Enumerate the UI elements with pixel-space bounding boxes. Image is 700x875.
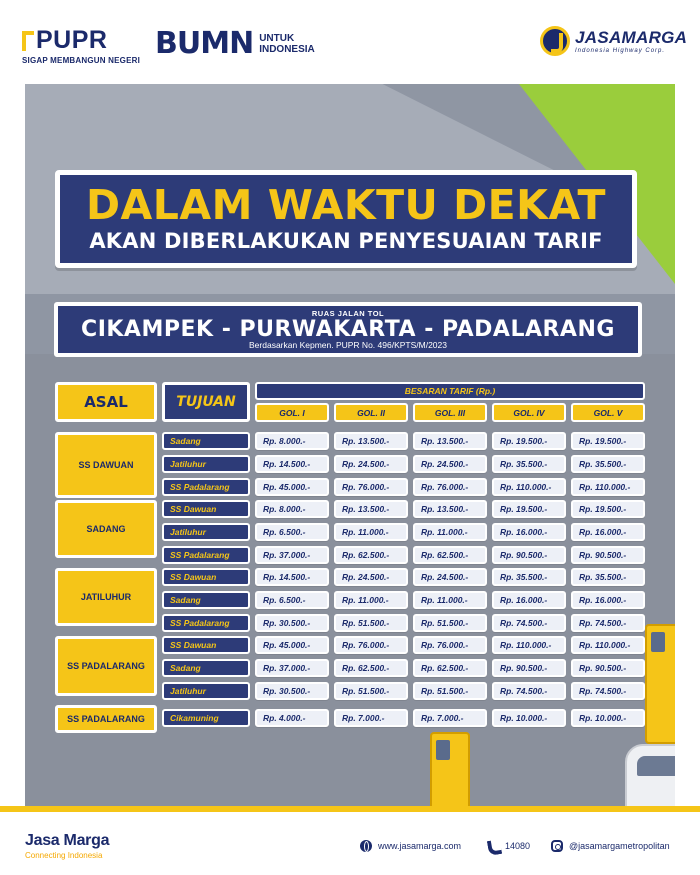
price-cell-gol-2: Rp. 51.500.- bbox=[334, 614, 408, 632]
route-name: CIKAMPEK - PURWAKARTA - PADALARANG bbox=[81, 317, 615, 342]
price-cell-gol-2: Rp. 24.500.- bbox=[334, 568, 408, 586]
price-cell-gol-2: Rp. 11.000.- bbox=[334, 523, 408, 541]
header-gol-3: GOL. III bbox=[413, 403, 487, 422]
price-cell-gol-5: Rp. 16.000.- bbox=[571, 523, 645, 541]
header-asal: ASAL bbox=[55, 382, 157, 422]
destination-cell: SS Padalarang bbox=[162, 546, 250, 564]
price-cell-gol-2: Rp. 11.000.- bbox=[334, 591, 408, 609]
header-gol-5: GOL. V bbox=[571, 403, 645, 422]
jasamarga-tagline: Indonesia Highway Corp. bbox=[575, 48, 666, 54]
price-cell-gol-1: Rp. 6.500.- bbox=[255, 591, 329, 609]
globe-icon bbox=[360, 840, 372, 852]
price-cell-gol-1: Rp. 14.500.- bbox=[255, 568, 329, 586]
origin-ss-dawuan: SS DAWUAN bbox=[55, 432, 157, 498]
headline-title: DALAM WAKTU DEKAT bbox=[86, 181, 606, 229]
footer-instagram[interactable] bbox=[551, 840, 670, 852]
price-cell-gol-3: Rp. 62.500.- bbox=[413, 659, 487, 677]
destination-cell: SS Padalarang bbox=[162, 478, 250, 496]
headline-box bbox=[55, 170, 637, 268]
price-cell-gol-2: Rp. 76.000.- bbox=[334, 636, 408, 654]
footer-phone[interactable] bbox=[487, 840, 530, 852]
price-cell-gol-1: Rp. 8.000.- bbox=[255, 432, 329, 450]
footer-brand-name: Jasa Marga bbox=[25, 832, 110, 849]
price-cell-gol-5: Rp. 19.500.- bbox=[571, 432, 645, 450]
price-cell-gol-5: Rp. 10.000.- bbox=[571, 709, 645, 727]
origin-ss-padalarang-2: SS PADALARANG bbox=[55, 705, 157, 733]
header-tujuan: TUJUAN bbox=[162, 382, 250, 422]
price-cell-gol-4: Rp. 110.000.- bbox=[492, 478, 566, 496]
price-cell-gol-4: Rp. 19.500.- bbox=[492, 500, 566, 518]
destination-cell: Cikamuning bbox=[162, 709, 250, 727]
price-cell-gol-2: Rp. 7.000.- bbox=[334, 709, 408, 727]
price-cell-gol-1: Rp. 30.500.- bbox=[255, 614, 329, 632]
price-cell-gol-5: Rp. 35.500.- bbox=[571, 455, 645, 473]
destination-cell: Sadang bbox=[162, 432, 250, 450]
price-cell-gol-5: Rp. 110.000.- bbox=[571, 478, 645, 496]
price-cell-gol-5: Rp. 35.500.- bbox=[571, 568, 645, 586]
destination-cell: SS Dawuan bbox=[162, 568, 250, 586]
price-cell-gol-4: Rp. 10.000.- bbox=[492, 709, 566, 727]
toll-booth-illustration bbox=[645, 624, 675, 744]
price-cell-gol-2: Rp. 13.500.- bbox=[334, 500, 408, 518]
price-cell-gol-3: Rp. 24.500.- bbox=[413, 568, 487, 586]
pupr-name: PUPR bbox=[36, 26, 108, 54]
price-cell-gol-1: Rp. 8.000.- bbox=[255, 500, 329, 518]
route-box bbox=[54, 302, 642, 357]
price-cell-gol-3: Rp. 13.500.- bbox=[413, 500, 487, 518]
price-cell-gol-1: Rp. 30.500.- bbox=[255, 682, 329, 700]
destination-cell: Jatiluhur bbox=[162, 682, 250, 700]
price-cell-gol-2: Rp. 62.500.- bbox=[334, 659, 408, 677]
footer bbox=[0, 812, 700, 875]
price-cell-gol-1: Rp. 14.500.- bbox=[255, 455, 329, 473]
destination-cell: SS Dawuan bbox=[162, 500, 250, 518]
price-cell-gol-5: Rp. 16.000.- bbox=[571, 591, 645, 609]
header-gol-1: GOL. I bbox=[255, 403, 329, 422]
price-cell-gol-4: Rp. 90.500.- bbox=[492, 659, 566, 677]
footer-website[interactable] bbox=[360, 840, 461, 852]
price-cell-gol-3: Rp. 13.500.- bbox=[413, 432, 487, 450]
price-cell-gol-3: Rp. 7.000.- bbox=[413, 709, 487, 727]
price-cell-gol-1: Rp. 45.000.- bbox=[255, 636, 329, 654]
price-cell-gol-4: Rp. 35.500.- bbox=[492, 568, 566, 586]
origin-sadang: SADANG bbox=[55, 500, 157, 558]
price-cell-gol-5: Rp. 74.500.- bbox=[571, 614, 645, 632]
price-cell-gol-3: Rp. 24.500.- bbox=[413, 455, 487, 473]
price-cell-gol-2: Rp. 76.000.- bbox=[334, 478, 408, 496]
phone-icon bbox=[487, 840, 499, 852]
price-cell-gol-4: Rp. 16.000.- bbox=[492, 591, 566, 609]
price-cell-gol-4: Rp. 74.500.- bbox=[492, 614, 566, 632]
price-cell-gol-1: Rp. 37.000.- bbox=[255, 659, 329, 677]
pupr-mark-icon bbox=[22, 31, 34, 51]
price-cell-gol-1: Rp. 4.000.- bbox=[255, 709, 329, 727]
jasamarga-name: JASAMARGA bbox=[575, 28, 688, 47]
price-cell-gol-3: Rp. 76.000.- bbox=[413, 636, 487, 654]
price-cell-gol-5: Rp. 90.500.- bbox=[571, 659, 645, 677]
origin-ss-padalarang: SS PADALARANG bbox=[55, 636, 157, 696]
destination-cell: Sadang bbox=[162, 591, 250, 609]
price-cell-gol-2: Rp. 51.500.- bbox=[334, 682, 408, 700]
destination-cell: SS Dawuan bbox=[162, 636, 250, 654]
price-cell-gol-2: Rp. 24.500.- bbox=[334, 455, 408, 473]
jasamarga-emblem-icon bbox=[540, 26, 570, 56]
footer-instagram-text: @jasamargametropolitan bbox=[569, 841, 670, 851]
price-cell-gol-3: Rp. 62.500.- bbox=[413, 546, 487, 564]
bumn-name: BUMN bbox=[155, 26, 254, 61]
jasamarga-logo bbox=[540, 26, 687, 56]
bumn-tagline: UNTUK INDONESIA bbox=[259, 32, 315, 55]
origin-jatiluhur: JATILUHUR bbox=[55, 568, 157, 626]
price-cell-gol-3: Rp. 76.000.- bbox=[413, 478, 487, 496]
pupr-tagline: SIGAP MEMBANGUN NEGERI bbox=[22, 56, 141, 65]
route-regulation-note: Berdasarkan Kepmen. PUPR No. 496/KPTS/M/2023 bbox=[249, 340, 447, 350]
price-cell-gol-1: Rp. 6.500.- bbox=[255, 523, 329, 541]
price-cell-gol-4: Rp. 90.500.- bbox=[492, 546, 566, 564]
price-cell-gol-5: Rp. 90.500.- bbox=[571, 546, 645, 564]
destination-cell: Jatiluhur bbox=[162, 523, 250, 541]
price-cell-gol-3: Rp. 11.000.- bbox=[413, 591, 487, 609]
car-illustration bbox=[625, 744, 675, 806]
price-cell-gol-4: Rp. 35.500.- bbox=[492, 455, 566, 473]
price-cell-gol-5: Rp. 74.500.- bbox=[571, 682, 645, 700]
instagram-icon bbox=[551, 840, 563, 852]
price-cell-gol-1: Rp. 37.000.- bbox=[255, 546, 329, 564]
price-cell-gol-4: Rp. 74.500.- bbox=[492, 682, 566, 700]
price-cell-gol-2: Rp. 62.500.- bbox=[334, 546, 408, 564]
header-gol-4: GOL. IV bbox=[492, 403, 566, 422]
destination-cell: SS Padalarang bbox=[162, 614, 250, 632]
route-label: RUAS JALAN TOL bbox=[311, 309, 385, 318]
footer-website-text: www.jasamarga.com bbox=[378, 841, 462, 851]
price-cell-gol-5: Rp. 19.500.- bbox=[571, 500, 645, 518]
price-cell-gol-4: Rp. 19.500.- bbox=[492, 432, 566, 450]
price-cell-gol-3: Rp. 51.500.- bbox=[413, 682, 487, 700]
price-cell-gol-5: Rp. 110.000.- bbox=[571, 636, 645, 654]
bumn-logo bbox=[155, 26, 329, 61]
destination-cell: Jatiluhur bbox=[162, 455, 250, 473]
header bbox=[0, 0, 700, 82]
toll-booth-illustration bbox=[430, 732, 470, 806]
price-cell-gol-4: Rp. 110.000.- bbox=[492, 636, 566, 654]
header-besaran-tarif: BESARAN TARIF (Rp.) bbox=[255, 382, 645, 400]
pupr-logo bbox=[22, 26, 140, 65]
footer-brand bbox=[25, 832, 109, 860]
destination-cell: Sadang bbox=[162, 659, 250, 677]
footer-phone-text: 14080 bbox=[505, 841, 531, 851]
price-cell-gol-3: Rp. 11.000.- bbox=[413, 523, 487, 541]
price-cell-gol-3: Rp. 51.500.- bbox=[413, 614, 487, 632]
price-cell-gol-2: Rp. 13.500.- bbox=[334, 432, 408, 450]
price-cell-gol-4: Rp. 16.000.- bbox=[492, 523, 566, 541]
headline-subtitle: AKAN DIBERLAKUKAN PENYESUAIAN TARIF bbox=[89, 229, 603, 253]
price-cell-gol-1: Rp. 45.000.- bbox=[255, 478, 329, 496]
footer-brand-tagline: Connecting Indonesia bbox=[25, 851, 103, 860]
header-gol-2: GOL. II bbox=[334, 403, 408, 422]
